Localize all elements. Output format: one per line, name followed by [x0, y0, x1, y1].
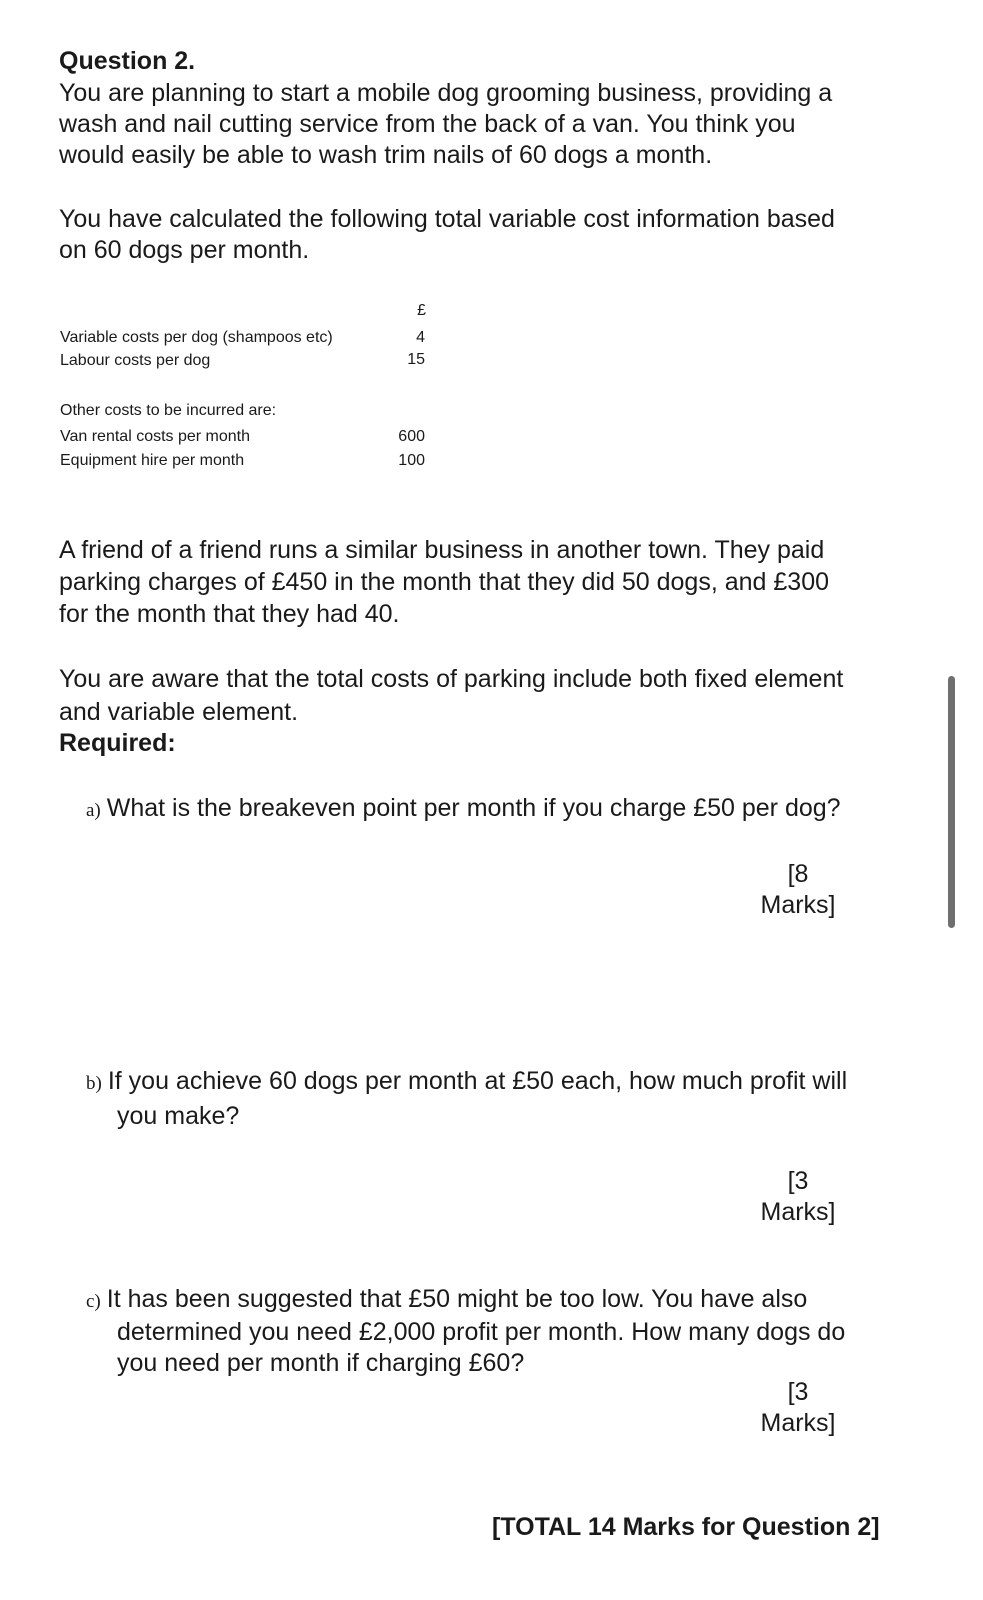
part-c-marks	[755, 1377, 841, 1439]
required-label: Required:	[59, 729, 176, 757]
cost-row-value: 600	[398, 428, 425, 445]
aware-line: and variable element.	[59, 698, 299, 726]
part-marker: b)	[86, 1073, 102, 1094]
marks-line: [3	[787, 1167, 809, 1195]
part-a-marks	[755, 859, 841, 921]
cost-row-value: 4	[416, 329, 425, 346]
intro-line: would easily be able to wash trim nails of 60 dogs a month.	[59, 141, 713, 169]
marks-line: [3	[787, 1378, 809, 1406]
cost-row-label: Equipment hire per month	[60, 452, 245, 469]
friend-paragraph	[59, 534, 829, 630]
friend-line: parking charges of £450 in the month that they did 50 dogs, and £300	[59, 568, 829, 596]
friend-line: for the month that they had 40.	[59, 600, 400, 628]
scrollbar-thumb[interactable]	[948, 676, 955, 928]
part-b-text: you make?	[117, 1102, 240, 1130]
part-c-text: you need per month if charging £60?	[117, 1349, 525, 1377]
marks-line: [8	[787, 860, 809, 888]
cost-row-label: Labour costs per dog	[60, 352, 211, 369]
part-a	[86, 793, 841, 826]
calc-line: on 60 dogs per month.	[59, 236, 310, 264]
total-marks: [TOTAL 14 Marks for Question 2]	[492, 1513, 880, 1541]
question-title: Question 2.	[59, 47, 196, 75]
part-a-text: What is the breakeven point per month if you charge £50 per dog?	[106, 794, 841, 822]
calc-paragraph	[59, 204, 835, 266]
part-c-text: It has been suggested that £50 might be too low. You have also	[106, 1285, 808, 1313]
calc-line: You have calculated the following total variable cost information based	[59, 205, 835, 233]
cost-row-value: 100	[398, 452, 425, 469]
marks-line: Marks]	[760, 1198, 836, 1226]
part-b	[86, 1065, 847, 1133]
intro-line: wash and nail cutting service from the back of a van. You think you	[59, 110, 796, 138]
marks-line: Marks]	[760, 891, 836, 919]
cost-row-label: Variable costs per dog (shampoos etc)	[60, 329, 333, 346]
intro-line: You are planning to start a mobile dog grooming business, providing a	[59, 79, 833, 107]
part-marker: c)	[86, 1291, 101, 1312]
part-c-text: determined you need £2,000 profit per month. How many dogs do	[117, 1318, 846, 1346]
part-b-marks	[755, 1166, 841, 1228]
friend-line: A friend of a friend runs a similar business in another town. They paid	[59, 536, 825, 564]
part-b-text: If you achieve 60 dogs per month at £50 each, how much profit will	[107, 1067, 848, 1095]
cost-row-value: 15	[407, 351, 425, 368]
other-costs-heading: Other costs to be incurred are:	[60, 402, 277, 419]
cost-row-label: Van rental costs per month	[60, 428, 251, 445]
part-marker: a)	[86, 800, 101, 821]
aware-line: You are aware that the total costs of parking include both fixed element	[59, 665, 844, 693]
currency-header: £	[417, 302, 426, 319]
marks-line: Marks]	[760, 1409, 836, 1437]
part-c	[86, 1284, 845, 1379]
aware-paragraph	[59, 663, 843, 729]
intro-paragraph	[59, 78, 832, 171]
